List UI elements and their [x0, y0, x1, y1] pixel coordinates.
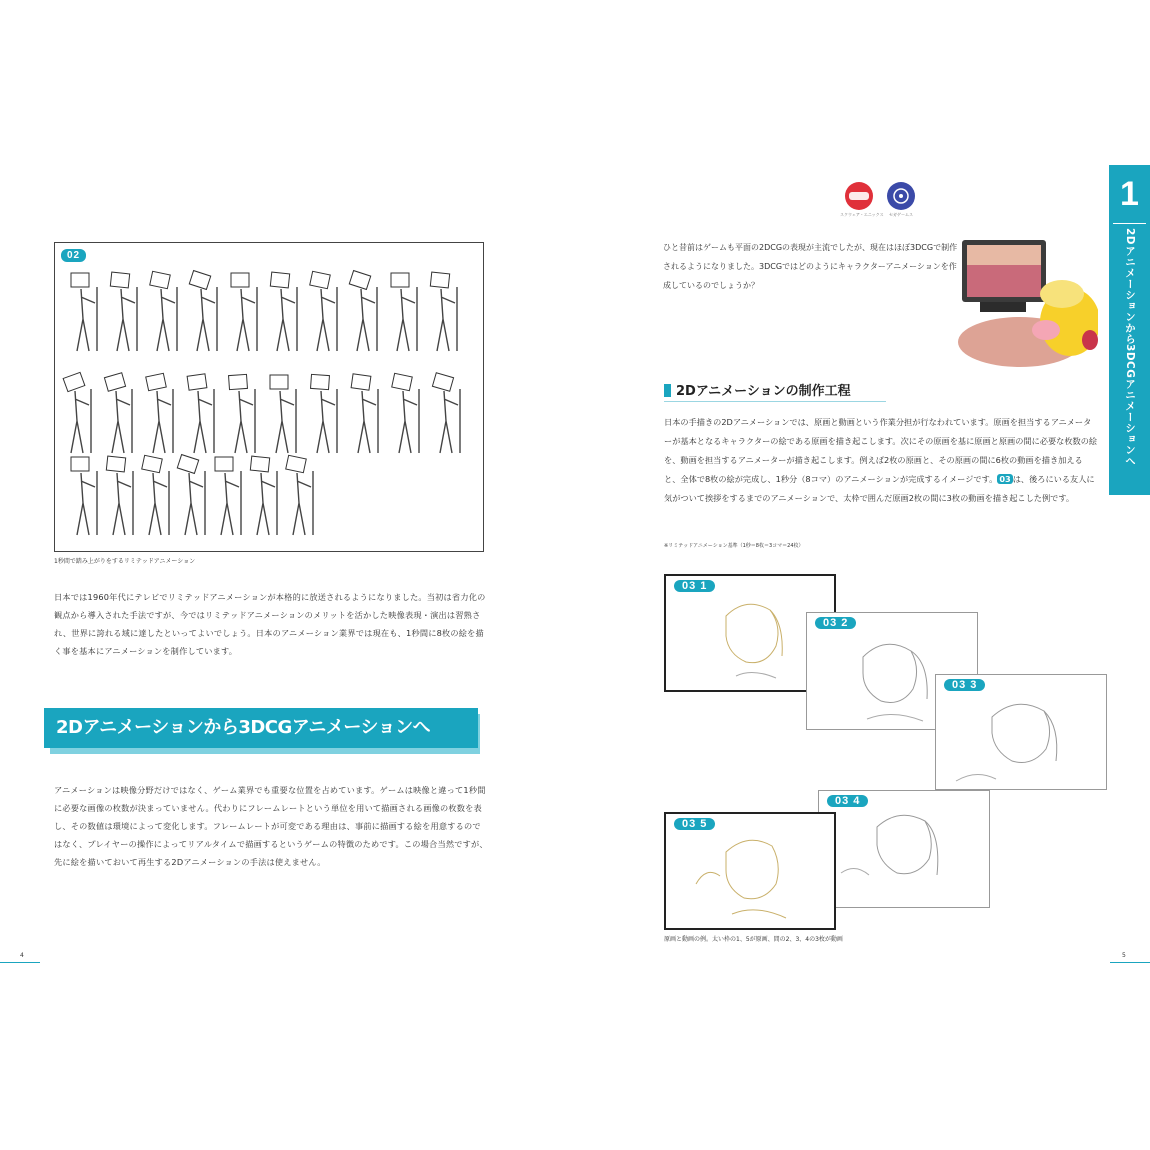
sketch-frame-4 [819, 791, 989, 907]
right-paragraph-1-part-b: は、後ろにいる友人に気がついて挨拶をするまでのアニメーションで、太枠で囲んだ原画2枚の間に3枚の動画を描き起こした例です。 [664, 474, 1095, 503]
stick-figure-frame [231, 273, 257, 351]
logo-right-mark [887, 182, 915, 210]
right-intro-text: ひと昔前はゲームも平面の2DCGの表現が主流でしたが、現在はほぼ3DCGで制作されるようになりました。3DCGではどのようにキャラクターアニメーションを作成しているのでしょうか？ [663, 243, 958, 290]
figure-02-caption: 1秒間で踏み上がりをするリミテッドアニメーション [54, 558, 196, 565]
stick-figure-frame [71, 273, 97, 351]
stick-figure-frame [106, 456, 133, 535]
right-page-number: 5 [1122, 952, 1126, 959]
stick-figure-frame [189, 271, 217, 351]
stick-figure-frame [187, 374, 214, 453]
left-paragraph-1: 日本では1960年代にテレビでリミテッドアニメーションが本格的に放送されるようになりました。当初は省力化の観点から導入された手法ですが、今ではリミテッドアニメーションのメリットを活かした映像表現・演出は習熟され、世界に誇れる域に達したといってよいでしょう。日本のアニメーション業界では現在も、1秒間に8枚の絵を描く事を基本にアニメーションを制作しています。 [54, 592, 486, 656]
small-caption: ※リミテッドアニメーション基準（1秒＝8枚＝3コマ＝24枚） [664, 543, 804, 549]
frame-badge: 03 2 [815, 617, 856, 629]
stick-figure-frame [150, 271, 177, 351]
square-enix-logo-icon [845, 182, 873, 210]
sketch-frame-5 [666, 814, 834, 928]
stick-figure-frame [110, 272, 137, 351]
stick-figure-frame [146, 373, 173, 453]
stick-figure-frame [351, 374, 378, 453]
stick-figure-frame [142, 455, 169, 535]
stick-figure-frame [432, 373, 460, 453]
subsection-title: 2Dアニメーションの制作工程 [676, 384, 851, 399]
animation-frame-4 [818, 790, 990, 908]
stick-figure-frame [104, 373, 132, 453]
animation-frame-5 [664, 812, 836, 930]
frame-badge: 03 1 [674, 580, 715, 592]
logo-left-mark [845, 182, 873, 210]
stick-figure-frame [63, 372, 91, 453]
section-banner [44, 706, 484, 756]
sketch-frame-3 [936, 675, 1106, 789]
frames-caption: 原画と動画の例。太い枠の1、5が原画、間の2、3、4の3枚が動画 [664, 936, 843, 943]
stick-figure-frame [250, 456, 277, 535]
right-page-rule [1110, 962, 1150, 963]
left-paragraph-2: アニメーションは映像分野だけではなく、ゲーム業界でも重要な位置を占めています。ゲームは映像と違って1秒間に必要な画像の枚数が決まっていません。代わりにフレームレートという単位を用いて描画される画像の枚数を表し、その数値は環境によって変化します。フレームレートが可変である理由は、事前に描画する絵を用意するのではなく、プレイヤーの操作によってリアルタイムで描画するというゲームの特徴のためです。この場合当然ですが、先に絵を描いておいて再生する2Dアニメーションの手法は使えません。 [54, 785, 488, 867]
stick-figure-frame [270, 272, 297, 351]
stick-figure-frame [270, 375, 296, 453]
game-console-illustration [950, 232, 1098, 372]
stick-figure-frame [215, 457, 241, 535]
figure-badge: 02 [61, 249, 86, 262]
stick-figure-frame [286, 455, 313, 535]
stick-figure-frame [430, 272, 457, 351]
frame-badge: 03 5 [674, 818, 715, 830]
sega-games-logo-icon [887, 182, 915, 210]
figure-02-stick-animation [54, 242, 484, 552]
logo-left-caption: スクウェア・エニックス [840, 212, 884, 217]
right-paragraph-1 [664, 413, 1098, 508]
stick-figure-frame [392, 373, 419, 453]
subsection-underline [664, 401, 886, 402]
stick-figure-frame [71, 457, 97, 535]
left-page-number: 4 [20, 952, 24, 959]
animation-frame-3 [935, 674, 1107, 790]
left-page-rule [0, 962, 40, 963]
figure-ref-badge: 03 [999, 474, 1011, 484]
stick-figure-frames [55, 243, 485, 553]
chapter-tab-divider [1113, 223, 1146, 224]
stick-figure-frame [391, 273, 417, 351]
chapter-number: 1 [1120, 175, 1139, 213]
right-paragraph-1-part-a: 日本の手描きの2Dアニメーションでは、原画と動画という作業分担が行なわれています。原画を担当するアニメーターが基本となるキャラクターの絵である原画を描き起こします。次にその原画を基に原画と原画の間に必要な枚数の絵を、動画を担当するアニメーターが描き起こします。例えば2枚の原画と、その原画の間に6枚の動画を描き加えると、全体で8枚の絵が完成し、1秒分（8コマ）のアニメーションが完成するイメージです。 [664, 417, 1098, 484]
frame-badge: 03 3 [944, 679, 985, 691]
chapter-tab-title: 2Dアニメーションから3DCGアニメーションへ [1124, 228, 1136, 467]
stick-figure-frame [177, 455, 205, 535]
section-title: 2Dアニメーションから3DCGアニメーションへ [44, 708, 478, 748]
frame-badge: 03 4 [827, 795, 868, 807]
logo-right-caption: セガゲームス [889, 212, 913, 217]
stick-figure-frame [349, 271, 377, 351]
stick-figure-frame [311, 374, 337, 453]
stick-figure-frame [310, 271, 337, 351]
stick-figure-frame [229, 374, 255, 453]
